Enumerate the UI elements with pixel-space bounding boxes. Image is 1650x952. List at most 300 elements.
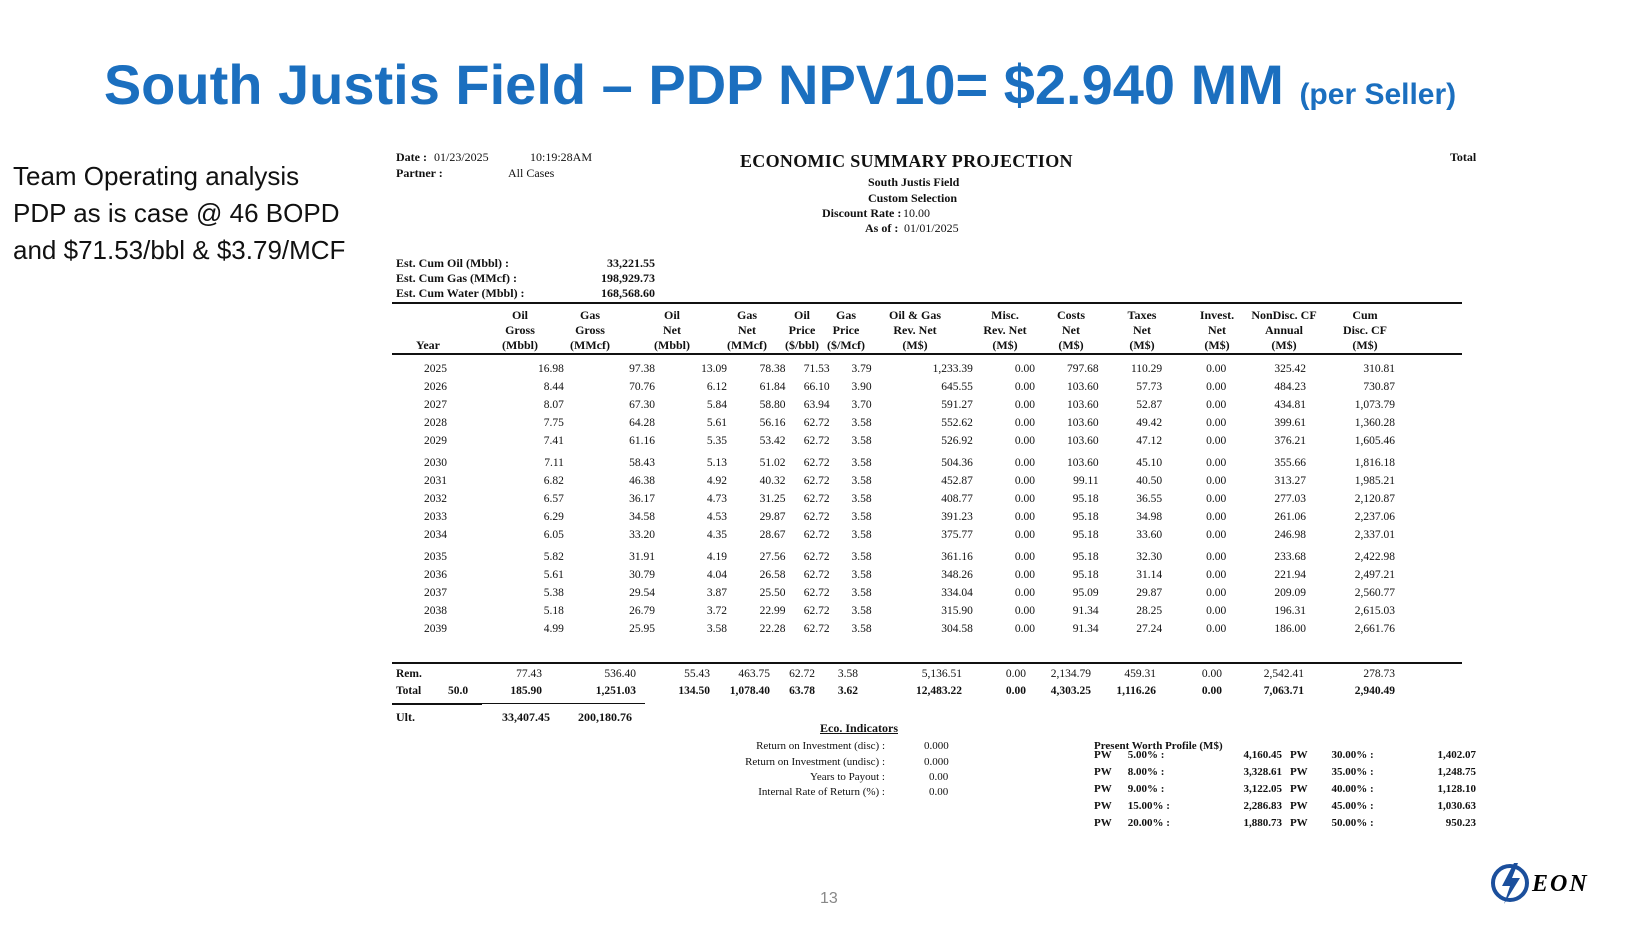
rem-cell: 0.00: [1201, 668, 1222, 680]
pw-cell: 45.00% :: [1331, 799, 1374, 812]
table-cell: 2,120.87: [1354, 493, 1395, 505]
pw-cell: PW: [1289, 782, 1308, 795]
table-cell: 2,337.01: [1354, 529, 1395, 541]
rem-cell: 5,136.51: [921, 668, 962, 680]
rem-label: Rem.: [396, 668, 422, 680]
table-cell: 399.61: [1274, 417, 1307, 429]
pw-cell: 2,286.83: [1243, 799, 1282, 812]
table-cell: 7.11: [544, 457, 564, 469]
analysis-note: [13, 158, 345, 269]
table-cell: 0.00: [1206, 435, 1227, 447]
pw-cell: PW: [1094, 748, 1112, 761]
table-cell: 95.18: [1072, 511, 1099, 523]
table-cell: 0.00: [1206, 457, 1227, 469]
table-cell: 46.38: [629, 475, 655, 487]
table-cell: 57.73: [1136, 381, 1163, 393]
rem-cell: 2,134.79: [1050, 668, 1091, 680]
discount-value: 10.00: [903, 206, 930, 220]
table-cell: 334.04: [941, 587, 973, 599]
table-cell: 2,560.77: [1354, 587, 1395, 599]
total-life: 50.0: [448, 685, 469, 697]
eco-label: Years to Payout :: [810, 771, 885, 783]
table-cell: 31.14: [1136, 569, 1163, 581]
total-label-rule: [392, 703, 482, 705]
rem-cell: 0.00: [1005, 668, 1026, 680]
table-cell: 2,237.06: [1354, 511, 1395, 523]
economic-summary-report: [396, 150, 1480, 890]
column-header: Price: [832, 323, 860, 337]
pw-cell: 5.00% :: [1127, 748, 1165, 761]
year-cell: 2033: [424, 511, 447, 523]
column-header: Net: [663, 323, 681, 337]
table-cell: 3.79: [851, 363, 872, 375]
table-cell: 91.34: [1072, 605, 1099, 617]
column-header: Annual: [1264, 323, 1304, 337]
pw-cell: 35.00% :: [1331, 765, 1374, 778]
table-cell: 3.90: [851, 381, 872, 393]
table-row: [402, 526, 1395, 544]
pw-cell: 1,880.73: [1243, 816, 1282, 829]
eco-label: Return on Investment (disc) :: [756, 740, 885, 752]
table-cell: 0.00: [1014, 381, 1036, 393]
eco-label: Return on Investment (undisc) :: [745, 756, 885, 768]
table-cell: 62.72: [803, 475, 830, 487]
column-header: Invest.: [1199, 308, 1235, 322]
table-cell: 3.87: [706, 587, 727, 599]
table-cell: 233.68: [1274, 551, 1307, 563]
table-cell: 91.34: [1072, 623, 1099, 635]
total-cell: 12,483.22: [916, 685, 962, 697]
table-cell: 62.72: [803, 435, 830, 447]
table-cell: 1,233.39: [932, 363, 973, 375]
column-header: Disc. CF: [1343, 323, 1387, 337]
table-cell: 1,605.46: [1354, 435, 1395, 447]
year-cell: 2030: [424, 457, 447, 469]
table-cell: 62.72: [803, 529, 830, 541]
table-cell: 2,661.76: [1354, 623, 1395, 635]
column-header: Rev. Net: [983, 323, 1027, 337]
table-cell: 31.25: [759, 493, 786, 505]
column-header: Misc.: [991, 308, 1019, 322]
pw-row: [1090, 746, 1480, 763]
table-cell: 62.72: [803, 417, 830, 429]
pw-row: [1090, 763, 1480, 780]
table-cell: 5.82: [543, 551, 564, 563]
column-header: Net: [1208, 323, 1226, 337]
report-title: ECONOMIC SUMMARY PROJECTION: [740, 151, 1073, 171]
table-cell: 22.28: [759, 623, 786, 635]
table-cell: 3.58: [706, 623, 727, 635]
column-header: Net: [1133, 323, 1151, 337]
slide-title-text: South Justis Field – PDP NPV10= $2.940 MM: [103, 53, 1284, 116]
table-cell: 0.00: [1014, 529, 1036, 541]
table-cell: 7.41: [543, 435, 564, 447]
ult-rule: [480, 703, 645, 704]
total-cell: 2,940.49: [1354, 685, 1395, 697]
table-cell: 33.20: [629, 529, 655, 541]
table-cell: 29.54: [629, 587, 655, 599]
ult-oil: 33,407.45: [502, 710, 550, 724]
table-cell: 0.00: [1014, 399, 1036, 411]
table-cell: 3.58: [851, 457, 872, 469]
page-number: 13: [820, 890, 838, 907]
table-cell: 25.50: [759, 587, 786, 599]
cum-water-value: 168,568.60: [601, 286, 655, 300]
pw-cell: PW: [1094, 816, 1112, 829]
table-cell: 0.00: [1014, 569, 1036, 581]
time-value: 10:19:28AM: [530, 150, 593, 164]
total-cell: 4,303.25: [1050, 685, 1091, 697]
pw-row: [1090, 780, 1480, 797]
table-cell: 4.04: [706, 569, 727, 581]
rem-cell: 3.58: [837, 668, 858, 680]
year-cell: 2031: [424, 475, 447, 487]
column-header: Oil & Gas: [888, 308, 941, 322]
pw-cell: PW: [1094, 765, 1112, 778]
table-cell: 61.84: [759, 381, 786, 393]
table-cell: 34.58: [629, 511, 655, 523]
column-header: Net: [738, 323, 756, 337]
table-cell: 3.58: [851, 493, 872, 505]
pw-cell: PW: [1289, 748, 1308, 761]
table-cell: 25.95: [629, 623, 655, 635]
table-row: [402, 454, 1395, 472]
table-cell: 434.81: [1274, 399, 1307, 411]
table-cell: 99.11: [1073, 475, 1099, 487]
table-cell: 95.09: [1072, 587, 1099, 599]
table-row: [402, 472, 1395, 490]
eon-logo: [1488, 858, 1638, 913]
table-cell: 95.18: [1072, 569, 1099, 581]
column-header: Year: [416, 338, 440, 352]
table-cell: 0.00: [1206, 587, 1227, 599]
table-cell: 63.94: [803, 399, 830, 411]
partner-label: Partner :: [396, 166, 443, 180]
date-label: Date :: [396, 150, 427, 164]
year-cell: 2039: [424, 623, 447, 635]
table-cell: 5.38: [543, 587, 564, 599]
year-cell: 2028: [424, 417, 447, 429]
table-cell: 2,422.98: [1354, 551, 1395, 563]
table-cell: 40.50: [1136, 475, 1163, 487]
rem-cell: 55.43: [684, 668, 710, 680]
table-row: [402, 396, 1395, 414]
pw-cell: PW: [1289, 765, 1308, 778]
pw-cell: 40.00% :: [1331, 782, 1374, 795]
pw-cell: 1,402.07: [1437, 748, 1476, 761]
table-cell: 13.09: [701, 363, 727, 375]
table-cell: 0.00: [1014, 587, 1036, 599]
column-header: ($/bbl): [784, 338, 819, 352]
table-cell: 97.38: [629, 363, 655, 375]
table-cell: 645.55: [941, 381, 973, 393]
pw-cell: 50.00% :: [1331, 816, 1374, 829]
table-cell: 325.42: [1274, 363, 1307, 375]
column-header: (Mbbl): [502, 338, 538, 352]
table-cell: 53.42: [759, 435, 786, 447]
column-header: Cum: [1352, 308, 1378, 322]
table-cell: 0.00: [1206, 511, 1227, 523]
table-cell: 0.00: [1014, 605, 1036, 617]
column-header: ($/Mcf): [827, 338, 865, 352]
table-cell: 0.00: [1206, 605, 1227, 617]
table-cell: 58.43: [629, 457, 655, 469]
table-row: [402, 548, 1395, 566]
year-cell: 2038: [424, 605, 447, 617]
table-cell: 408.77: [941, 493, 973, 505]
table-cell: 8.07: [543, 399, 564, 411]
table-cell: 62.72: [803, 511, 830, 523]
pw-cell: 3,122.05: [1243, 782, 1282, 795]
table-cell: 47.12: [1136, 435, 1163, 447]
table-cell: 56.16: [759, 417, 786, 429]
column-header: NonDisc. CF: [1251, 308, 1317, 322]
table-cell: 16.98: [538, 363, 564, 375]
column-header: Gas: [835, 308, 856, 322]
rem-cell: 463.75: [738, 668, 770, 680]
year-cell: 2026: [424, 381, 447, 393]
table-cell: 0.00: [1206, 623, 1227, 635]
table-cell: 355.66: [1274, 457, 1307, 469]
table-cell: 3.70: [851, 399, 872, 411]
table-cell: 0.00: [1014, 417, 1036, 429]
rem-cell: 536.40: [604, 668, 636, 680]
table-cell: 6.05: [543, 529, 564, 541]
table-cell: 361.16: [941, 551, 973, 563]
column-header: Oil: [511, 308, 528, 322]
table-cell: 62.72: [803, 457, 830, 469]
table-cell: 8.44: [543, 381, 564, 393]
pw-cell: 1,030.63: [1437, 799, 1476, 812]
table-cell: 3.58: [851, 587, 872, 599]
column-header: (M$): [1352, 338, 1378, 352]
table-cell: 0.00: [1206, 363, 1227, 375]
table-cell: 28.25: [1136, 605, 1163, 617]
year-cell: 2036: [424, 569, 447, 581]
column-header: Rev. Net: [893, 323, 937, 337]
table-cell: 110.29: [1130, 363, 1163, 375]
year-cell: 2034: [424, 529, 447, 541]
pw-cell: 8.00% :: [1127, 765, 1165, 778]
table-cell: 4.99: [543, 623, 564, 635]
table-cell: 51.02: [759, 457, 786, 469]
eco-indicators-title: Eco. Indicators: [820, 721, 898, 735]
total-cell: 0.00: [1201, 685, 1222, 697]
table-cell: 304.58: [941, 623, 973, 635]
table-cell: 66.10: [803, 381, 830, 393]
column-header: (M$): [902, 338, 928, 352]
cum-gas-value: 198,929.73: [601, 271, 655, 285]
column-header: Net: [1062, 323, 1080, 337]
table-cell: 196.31: [1274, 605, 1307, 617]
table-cell: 61.16: [629, 435, 655, 447]
year-cell: 2035: [424, 551, 447, 563]
table-row: [402, 566, 1395, 584]
table-cell: 2,497.21: [1354, 569, 1395, 581]
table-cell: 64.28: [629, 417, 655, 429]
table-cell: 0.00: [1014, 363, 1036, 375]
pw-row: [1090, 797, 1480, 814]
table-cell: 3.58: [851, 529, 872, 541]
table-cell: 26.58: [759, 569, 786, 581]
column-header: Gross: [505, 323, 535, 337]
eco-value: 0.00: [929, 786, 949, 798]
table-cell: 52.87: [1136, 399, 1163, 411]
pw-cell: 950.23: [1445, 816, 1476, 829]
table-cell: 62.72: [803, 623, 830, 635]
pw-cell: PW: [1094, 782, 1112, 795]
column-header: Oil: [793, 308, 810, 322]
eco-value: 0.000: [924, 756, 949, 768]
summary-top-rule: [392, 662, 1462, 664]
table-row: [402, 620, 1395, 638]
rem-cell: 2,542.41: [1263, 668, 1304, 680]
ult-gas: 200,180.76: [578, 710, 632, 724]
table-cell: 3.72: [706, 605, 727, 617]
table-cell: 0.00: [1206, 417, 1227, 429]
table-cell: 0.00: [1014, 493, 1036, 505]
table-cell: 95.18: [1072, 493, 1099, 505]
table-cell: 27.56: [759, 551, 786, 563]
pw-cell: 9.00% :: [1127, 782, 1165, 795]
table-cell: 186.00: [1274, 623, 1307, 635]
table-cell: 261.06: [1274, 511, 1307, 523]
table-cell: 6.12: [706, 381, 727, 393]
total-cell: 1,078.40: [729, 685, 770, 697]
table-cell: 376.21: [1274, 435, 1307, 447]
pw-cell: PW: [1289, 816, 1308, 829]
column-header: (M$): [1058, 338, 1084, 352]
table-cell: 78.38: [759, 363, 786, 375]
column-header: (M$): [992, 338, 1018, 352]
year-cell: 2027: [424, 399, 447, 411]
table-row: [402, 378, 1395, 396]
table-cell: 62.72: [803, 493, 830, 505]
table-cell: 62.72: [803, 551, 830, 563]
column-header: Gas: [736, 308, 757, 322]
table-cell: 4.35: [706, 529, 727, 541]
table-cell: 58.80: [759, 399, 786, 411]
total-cell: 1,251.03: [595, 685, 636, 697]
table-row: [402, 584, 1395, 602]
table-cell: 22.99: [759, 605, 786, 617]
table-cell: 26.79: [629, 605, 655, 617]
table-cell: 49.42: [1136, 417, 1163, 429]
table-cell: 4.92: [706, 475, 727, 487]
column-header: Gas: [579, 308, 600, 322]
pw-cell: 4,160.45: [1243, 748, 1282, 761]
eco-value: 0.000: [924, 740, 949, 752]
table-cell: 0.00: [1014, 511, 1036, 523]
pw-cell: 15.00% :: [1127, 799, 1170, 812]
table-cell: 504.36: [941, 457, 973, 469]
table-cell: 0.00: [1014, 435, 1036, 447]
table-row: [402, 414, 1395, 432]
table-cell: 4.19: [706, 551, 727, 563]
total-cell: 134.50: [678, 685, 710, 697]
table-cell: 103.60: [1066, 435, 1099, 447]
header-bottom-rule: [392, 353, 1462, 355]
date-value: 01/23/2025: [434, 150, 489, 164]
table-cell: 1,985.21: [1354, 475, 1395, 487]
slide-title-suffix: (per Seller): [1299, 78, 1457, 111]
column-header: (Mbbl): [654, 338, 690, 352]
table-cell: 103.60: [1066, 417, 1099, 429]
year-cell: 2029: [424, 435, 447, 447]
pw-cell: 3,328.61: [1243, 765, 1282, 778]
field-name: South Justis Field: [868, 175, 960, 189]
table-cell: 313.27: [1274, 475, 1307, 487]
total-label: Total: [1450, 150, 1477, 164]
table-cell: 0.00: [1014, 475, 1036, 487]
table-cell: 5.61: [543, 569, 564, 581]
table-cell: 0.00: [1014, 551, 1036, 563]
table-cell: 6.82: [543, 475, 564, 487]
table-cell: 391.23: [941, 511, 973, 523]
table-cell: 62.72: [803, 587, 830, 599]
ult-label: Ult.: [396, 710, 415, 724]
table-cell: 375.77: [941, 529, 973, 541]
table-cell: 5.18: [543, 605, 564, 617]
table-cell: 310.81: [1363, 363, 1395, 375]
table-cell: 526.92: [941, 435, 973, 447]
pw-cell: 20.00% :: [1127, 816, 1170, 829]
pw-cell: 1,128.10: [1437, 782, 1476, 795]
table-cell: 103.60: [1066, 457, 1099, 469]
column-header: (M$): [1204, 338, 1230, 352]
partner-value: All Cases: [508, 166, 555, 180]
discount-label: Discount Rate :: [822, 206, 902, 220]
total-cell: 0.00: [1005, 685, 1026, 697]
table-cell: 0.00: [1206, 493, 1227, 505]
column-header: Costs: [1056, 308, 1085, 322]
total-cell: 7,063.71: [1263, 685, 1304, 697]
table-cell: 70.76: [629, 381, 655, 393]
table-cell: 5.61: [706, 417, 727, 429]
table-cell: 3.58: [851, 435, 872, 447]
total-cell: 3.62: [837, 685, 858, 697]
table-cell: 40.32: [759, 475, 786, 487]
asof-label: As of :: [865, 221, 899, 235]
note-line: Team Operating analysis: [13, 161, 300, 191]
total-cell: 185.90: [510, 685, 542, 697]
table-cell: 36.55: [1136, 493, 1163, 505]
table-row: [402, 432, 1395, 450]
year-cell: 2037: [424, 587, 447, 599]
table-cell: 221.94: [1274, 569, 1307, 581]
column-header: Taxes: [1127, 308, 1157, 322]
table-cell: 4.53: [706, 511, 727, 523]
table-cell: 71.53: [803, 363, 830, 375]
table-cell: 1,360.28: [1354, 417, 1395, 429]
table-cell: 552.62: [941, 417, 973, 429]
total-cell: 63.78: [789, 685, 815, 697]
cum-gas-label: Est. Cum Gas (MMcf) :: [396, 271, 517, 285]
table-cell: 62.72: [803, 605, 830, 617]
table-cell: 277.03: [1274, 493, 1307, 505]
column-header: (M$): [1129, 338, 1155, 352]
note-line: PDP as is case @ 46 BOPD: [13, 198, 340, 228]
pw-row: [1090, 814, 1480, 831]
table-row: [402, 490, 1395, 508]
table-cell: 5.84: [706, 399, 727, 411]
table-cell: 27.24: [1136, 623, 1163, 635]
table-cell: 730.87: [1363, 381, 1395, 393]
cum-oil-value: 33,221.55: [607, 256, 655, 270]
eco-label: Internal Rate of Return (%) :: [758, 786, 885, 798]
table-cell: 797.68: [1066, 363, 1099, 375]
table-cell: 1,073.79: [1354, 399, 1395, 411]
